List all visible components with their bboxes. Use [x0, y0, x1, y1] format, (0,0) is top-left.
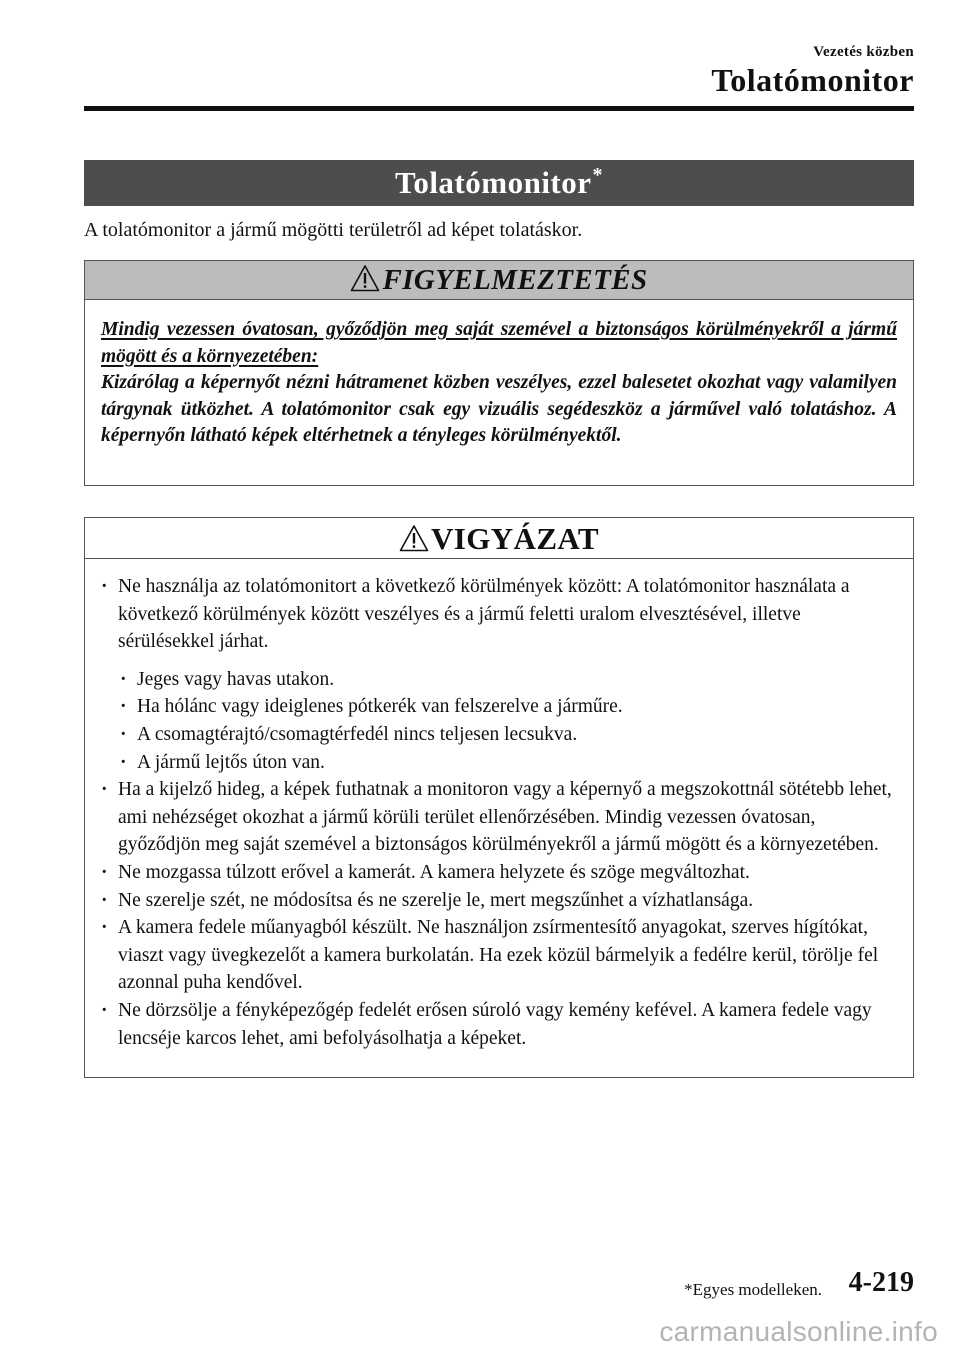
chapter-label: Vezetés közben	[813, 44, 914, 60]
warning-triangle-icon	[399, 524, 429, 552]
warning-body	[85, 300, 913, 450]
warning-header	[85, 261, 913, 300]
caution-box	[84, 517, 914, 1078]
caution-header	[85, 518, 913, 559]
caution-item: · Ne mozgassa túlzott erővel a kamerát. A kamera helyzete és szöge megváltozhat.	[99, 859, 899, 887]
caution-item: · Ha a kijelző hideg, a képek futhatnak a monitoron vagy a képernyő a megszokottnál sötétebb lehet, ami nehézséget okozhat a jármű körüli terület ellenőrzésében. Mindig vezessen óvatosan, győződjön meg saját szemével a biztonságos körülményekről a jármű mögött és a környezetében.	[99, 776, 899, 859]
section-title: Tolatómonitor	[394, 165, 592, 200]
caution-subitem: · Jeges vagy havas utakon.	[118, 666, 899, 694]
warning-text: Kizárólag a képernyőt nézni hátramenet közben veszélyes, ezzel balesetet okozhat vagy valamilyen tárgynak ütközhet. A tolatómonitor csak egy vizuális segédeszköz a járművel való tolatáshoz. A képernyőn látható képek eltérhetnek a tényleges körülményektől.	[101, 372, 897, 446]
caution-subitem: · Ha hólánc vagy ideiglenes pótkerék van felszerelve a járműre.	[118, 693, 899, 721]
caution-subitem: · A jármű lejtős úton van.	[118, 749, 899, 777]
page-title: Tolatómonitor	[711, 62, 914, 98]
header-divider	[84, 106, 914, 111]
section-asterisk: *	[592, 164, 604, 186]
watermark: carmanualsonline.info	[659, 1316, 938, 1347]
caution-sublist	[118, 666, 899, 776]
caution-item: · Ne dörzsölje a fényképezőgép fedelét erősen súroló vagy kemény kefével. A kamera fedele vagy lencséje karcos lehet, ami befolyásolhatja a képeket.	[99, 997, 899, 1052]
section-intro: A tolatómonitor a jármű mögötti területről ad képet tolatáskor.	[84, 219, 583, 241]
caution-heading: VIGYÁZAT	[431, 521, 599, 556]
page-number: 4-219	[848, 1267, 914, 1298]
caution-body	[85, 559, 913, 1052]
caution-subitem: · A csomagtérajtó/csomagtérfedél nincs teljesen lecsukva.	[118, 721, 899, 749]
section-banner	[84, 160, 914, 206]
caution-item: · Ne használja az tolatómonitort a következő körülmények között: A tolatómonitor használata a következő körülmények között veszélyes és a jármű feletti uralom elvesztésével, illetve sérülésekkel járhat.	[99, 573, 899, 656]
caution-item: · A kamera fedele műanyagból készült. Ne használjon zsírmentesítő anyagokat, szerves hígítókat, viaszt vagy üvegkezelőt a kamera burkolatán. Ha ezek közül bármelyik a fedélre kerül, törölje fel azonnal puha kendővel.	[99, 914, 899, 997]
warning-lead: Mindig vezessen óvatosan, győződjön meg saját szemével a biztonságos körülményekről a jármű mögött és a környezetében:	[101, 319, 897, 367]
warning-triangle-icon	[350, 264, 380, 292]
warning-box	[84, 260, 914, 486]
footer-note: *Egyes modelleken.	[684, 1280, 822, 1299]
caution-item: · Ne szerelje szét, ne módosítsa és ne szerelje le, mert megszűnhet a vízhatlansága.	[99, 887, 899, 915]
warning-heading: FIGYELMEZTETÉS	[382, 264, 648, 296]
